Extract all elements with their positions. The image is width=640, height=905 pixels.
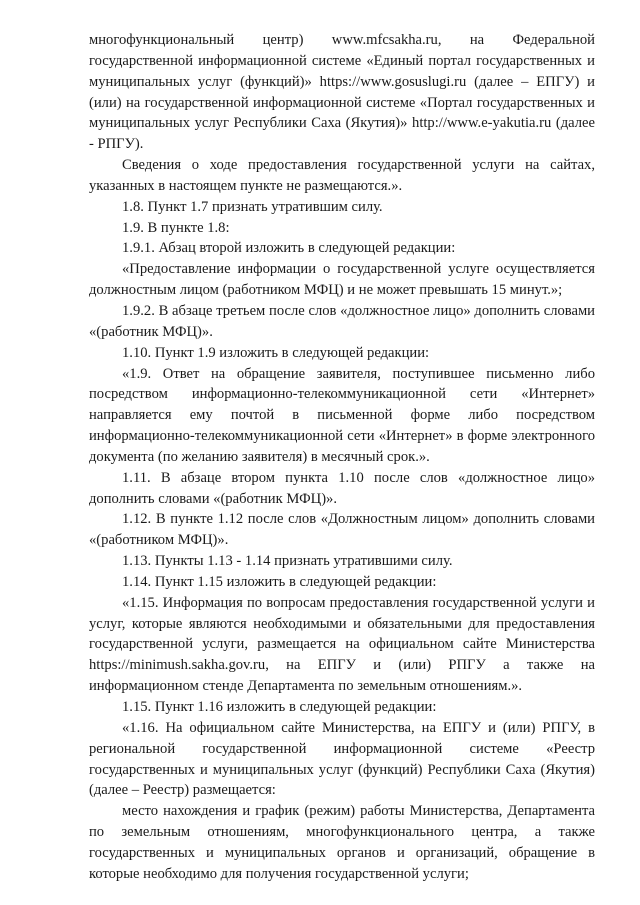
paragraph-1-9-1: 1.9.1. Абзац второй изложить в следующей редакции:: [122, 240, 456, 257]
paragraph-progress-info: Сведения о ходе предоставления государственной услуги на сайтах, указанных в настоящем пункте не размещаются.».: [89, 157, 595, 194]
paragraph-quote-1-16: «1.16. На официальном сайте Министерства, на ЕПГУ и (или) РПГУ, в региональной государственной информационной системе «Реестр государственных и муниципальных услуг (функций) Республики Саха (Якутия) (далее – Реестр) размещается:: [89, 719, 595, 799]
paragraph-1-11: 1.11. В абзаце втором пункта 1.10 после слов «должностное лицо» дополнить словами «(работник МФЦ)».: [89, 469, 595, 507]
paragraph-1-14: 1.14. Пункт 1.15 изложить в следующей редакции:: [122, 573, 437, 590]
paragraph-1-8: 1.8. Пункт 1.7 признать утратившим силу.: [122, 198, 383, 215]
paragraph-1-10: 1.10. Пункт 1.9 изложить в следующей редакции:: [122, 344, 430, 361]
paragraph-quote-15-min: «Предоставление информации о государственной услуге осуществляется должностным лицом (работником МФЦ) и не может превышать 15 минут.»;: [89, 261, 595, 299]
document-page: [89, 30, 595, 885]
paragraph-portal-sites: многофункциональный центр) www.mfcsakha.ru, на Федеральной государственной информационной системе «Единый портал государственных и муниципальных услуг (функций)» https://www.gosuslugi.ru (далее – ЕПГУ) и (или) на государственной информационной системе «Портал государственных и муниципальных услуг Республики Саха (Якутия)» http://www.e-yakutia.ru (далее - РПГУ).: [89, 32, 595, 153]
paragraph-location-schedule: место нахождения и график (режим) работы Министерства, Департамента по земельным отношениям, многофункционального центра, а также государственных и муниципальных органов и организаций, обращение в которые необходимо для получения государственной услуги;: [89, 803, 595, 882]
paragraph-1-15: 1.15. Пункт 1.16 изложить в следующей редакции:: [122, 699, 437, 715]
paragraph-1-9: 1.9. В пункте 1.8:: [122, 219, 230, 236]
paragraph-quote-1-9: «1.9. Ответ на обращение заявителя, поступившее письменно либо посредством информационно-телекоммуникационной сети «Интернет» направляется ему почтой в письменной форме либо посредством информационно-телекоммуникационной сети «Интернет» в форме электронного документа (по желанию заявителя) в месячный срок.».: [89, 365, 595, 465]
paragraph-1-13: 1.13. Пункты 1.13 - 1.14 признать утратившими силу.: [122, 553, 453, 570]
paragraph-quote-1-15: «1.15. Информация по вопросам предоставления государственной услуги и услуг, которые являются необходимыми и обязательными для предоставления государственной услуги, размещается на официальном сайте Министерства https://minimush.sakha.gov.ru, на ЕПГУ и (или) РПГУ а также на информационном стенде Департамента по земельным отношениям.».: [89, 594, 595, 695]
paragraph-1-12: 1.12. В пункте 1.12 после слов «Должностным лицом» дополнить словами «(работником МФЦ)».: [89, 511, 595, 549]
paragraph-1-9-2: 1.9.2. В абзаце третьем после слов «должностное лицо» дополнить словами «(работник МФЦ)».: [89, 302, 595, 340]
